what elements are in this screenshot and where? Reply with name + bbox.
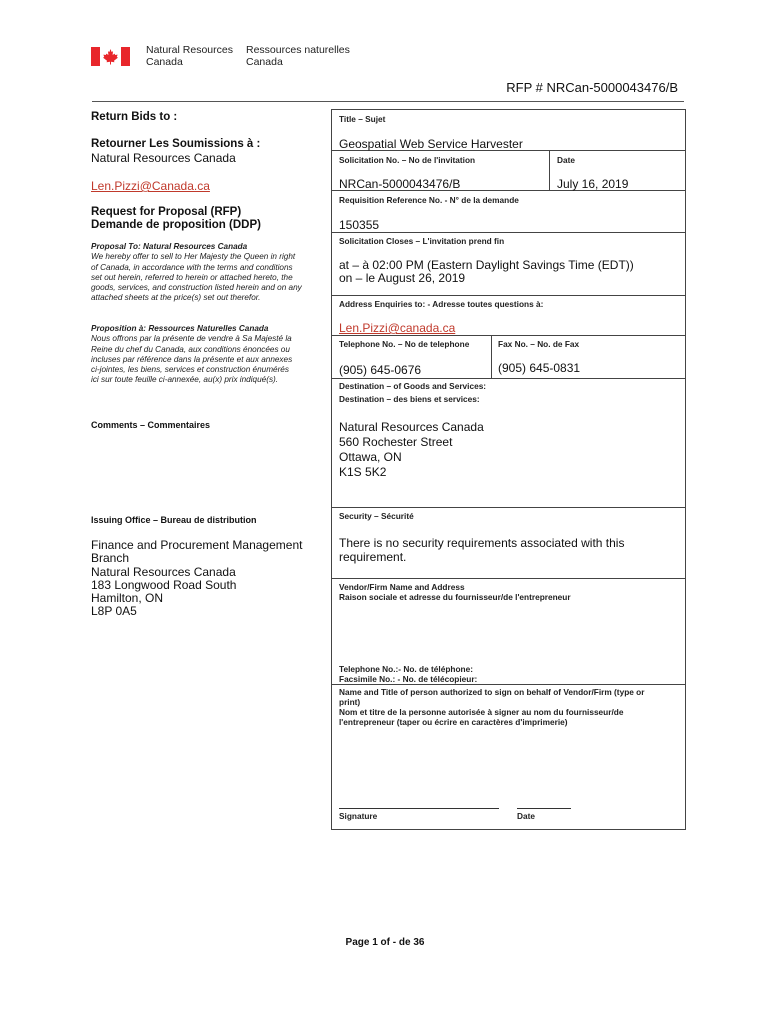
vendor-facsimile-label: Facsimile No.: - No. de télécopieur: xyxy=(339,674,478,684)
form-rule xyxy=(331,578,686,579)
solicitation-label: Solicitation No. – No de l'invitation xyxy=(339,155,476,165)
signature-line xyxy=(339,808,499,809)
destination-label-fr: Destination – des biens et services: xyxy=(339,394,480,404)
proposition-line: Nous offrons par la présente de vendre à Sa Majesté la xyxy=(91,334,292,344)
form-col-divider xyxy=(491,335,492,378)
return-org: Natural Resources Canada xyxy=(91,151,236,165)
closes-label: Solicitation Closes – L'invitation prend fin xyxy=(339,236,505,246)
org-name-english xyxy=(146,44,233,68)
requisition-value: 150355 xyxy=(339,218,380,232)
vendor-telephone-label: Telephone No.:- No. de téléphone: xyxy=(339,664,473,674)
form-rule xyxy=(331,378,686,379)
return-email-link[interactable]: Len.Pizzi@Canada.ca xyxy=(91,179,210,193)
proposal-line: attached sheets at the price(s) set out therefor. xyxy=(91,293,261,303)
proposition-line: ci-jointes, les biens, services et construction énumérés xyxy=(91,365,289,375)
address-enquiries-label: Address Enquiries to: - Adresse toutes questions à: xyxy=(339,299,544,309)
issuing-office-address xyxy=(91,539,321,619)
vendor-label-en: Vendor/Firm Name and Address xyxy=(339,582,465,592)
security-line2: requirement. xyxy=(339,550,407,564)
org-en-line2: Canada xyxy=(146,56,183,68)
issuing-office-line: Hamilton, ON xyxy=(91,591,164,606)
form-col-divider xyxy=(549,150,550,190)
form-rule xyxy=(331,507,686,508)
canada-flag-logo xyxy=(91,47,130,66)
form-rule xyxy=(331,295,686,296)
date-value: July 16, 2019 xyxy=(557,177,629,191)
authorized-label-4: l'entrepreneur (taper ou écrire en caractères d'imprimerie) xyxy=(339,717,568,727)
org-en-line1: Natural Resources xyxy=(146,44,233,56)
authorized-label-3: Nom et titre de la personne autorisée à signer au nom du fournisseur/de xyxy=(339,707,624,717)
retourner-label: Retourner Les Soumissions à : xyxy=(91,138,261,150)
closes-time: at – à 02:00 PM (Eastern Daylight Savings Time (EDT)) xyxy=(339,258,634,272)
page-number: Page 1 of - de 36 xyxy=(345,937,425,948)
destination-address xyxy=(339,420,484,480)
signature-label: Signature xyxy=(339,811,378,821)
rfp-number: RFP # NRCan-5000043476/B xyxy=(506,80,678,95)
destination-line: 560 Rochester Street xyxy=(339,435,453,449)
proposal-to-heading: Proposal To: Natural Resources Canada xyxy=(91,242,248,251)
sign-date-line xyxy=(517,808,571,809)
form-rule xyxy=(331,232,686,233)
proposal-to-block xyxy=(91,242,326,304)
security-line1: There is no security requirements associated with this xyxy=(339,536,625,550)
vendor-label-fr: Raison sociale et adresse du fournisseur/de l'entrepreneur xyxy=(339,592,571,602)
rfp-title-en: Request for Proposal (RFP) xyxy=(91,206,242,218)
proposition-line: ici sur toute feuille ci-annexée, au(x) prix indiqué(s). xyxy=(91,375,279,385)
sign-date-label: Date xyxy=(517,811,535,821)
title-value: Geospatial Web Service Harvester xyxy=(339,137,523,151)
destination-line: Natural Resources Canada xyxy=(339,420,484,434)
security-label: Security – Sécurité xyxy=(339,511,414,521)
destination-line: Ottawa, ON xyxy=(339,450,402,464)
issuing-office-line: Finance and Procurement Management xyxy=(91,538,303,552)
destination-label-en: Destination – of Goods and Services: xyxy=(339,381,487,391)
closes-date: on – le August 26, 2019 xyxy=(339,271,466,285)
issuing-office-line: L8P 0A5 xyxy=(91,604,137,619)
proposition-line: Reine du chef du Canada, aux conditions énoncées ou xyxy=(91,344,290,354)
rfp-title-fr: Demande de proposition (DDP) xyxy=(91,219,261,231)
destination-line: K1S 5K2 xyxy=(339,465,387,479)
proposal-line: set out herein, referred to herein or attached hereto, the xyxy=(91,272,293,282)
proposition-block xyxy=(91,324,326,386)
proposal-line: We hereby offer to sell to Her Majesty the Queen in right xyxy=(91,252,296,262)
fax-label: Fax No. – No. de Fax xyxy=(498,339,580,349)
proposal-line: goods, services, and construction listed herein and on any xyxy=(91,283,302,293)
issuing-office-label: Issuing Office – Bureau de distribution xyxy=(91,515,257,525)
date-label: Date xyxy=(557,155,575,165)
return-bids-label: Return Bids to : xyxy=(91,111,178,123)
comments-label: Comments – Commentaires xyxy=(91,420,211,430)
issuing-office-line: Branch xyxy=(91,551,130,566)
proposition-heading: Proposition à: Ressources Naturelles Canada xyxy=(91,324,269,333)
address-enquiries-email-link[interactable]: Len.Pizzi@canada.ca xyxy=(339,321,456,335)
org-fr-line1: Ressources naturelles xyxy=(246,44,350,56)
solicitation-value: NRCan-5000043476/B xyxy=(339,177,461,191)
title-label: Title – Sujet xyxy=(339,114,386,124)
telephone-label: Telephone No. – No de telephone xyxy=(339,339,470,349)
telephone-value: (905) 645-0676 xyxy=(339,363,422,377)
proposition-line: incluses par référence dans la présente et aux annexes xyxy=(91,354,293,364)
authorized-label-1: Name and Title of person authorized to sign on behalf of Vendor/Firm (type or xyxy=(339,687,645,697)
issuing-office-line: Natural Resources Canada xyxy=(91,564,236,579)
issuing-office-line: 183 Longwood Road South xyxy=(91,577,237,592)
header-divider xyxy=(92,101,684,102)
requisition-label: Requisition Reference No. - N° de la demande xyxy=(339,195,519,205)
org-name-french xyxy=(246,44,350,68)
form-rule xyxy=(331,335,686,336)
authorized-label-2: print) xyxy=(339,697,361,707)
proposal-line: of Canada, in accordance with the terms and conditions xyxy=(91,262,293,272)
fax-value: (905) 645-0831 xyxy=(498,361,581,375)
org-fr-line2: Canada xyxy=(246,56,283,68)
